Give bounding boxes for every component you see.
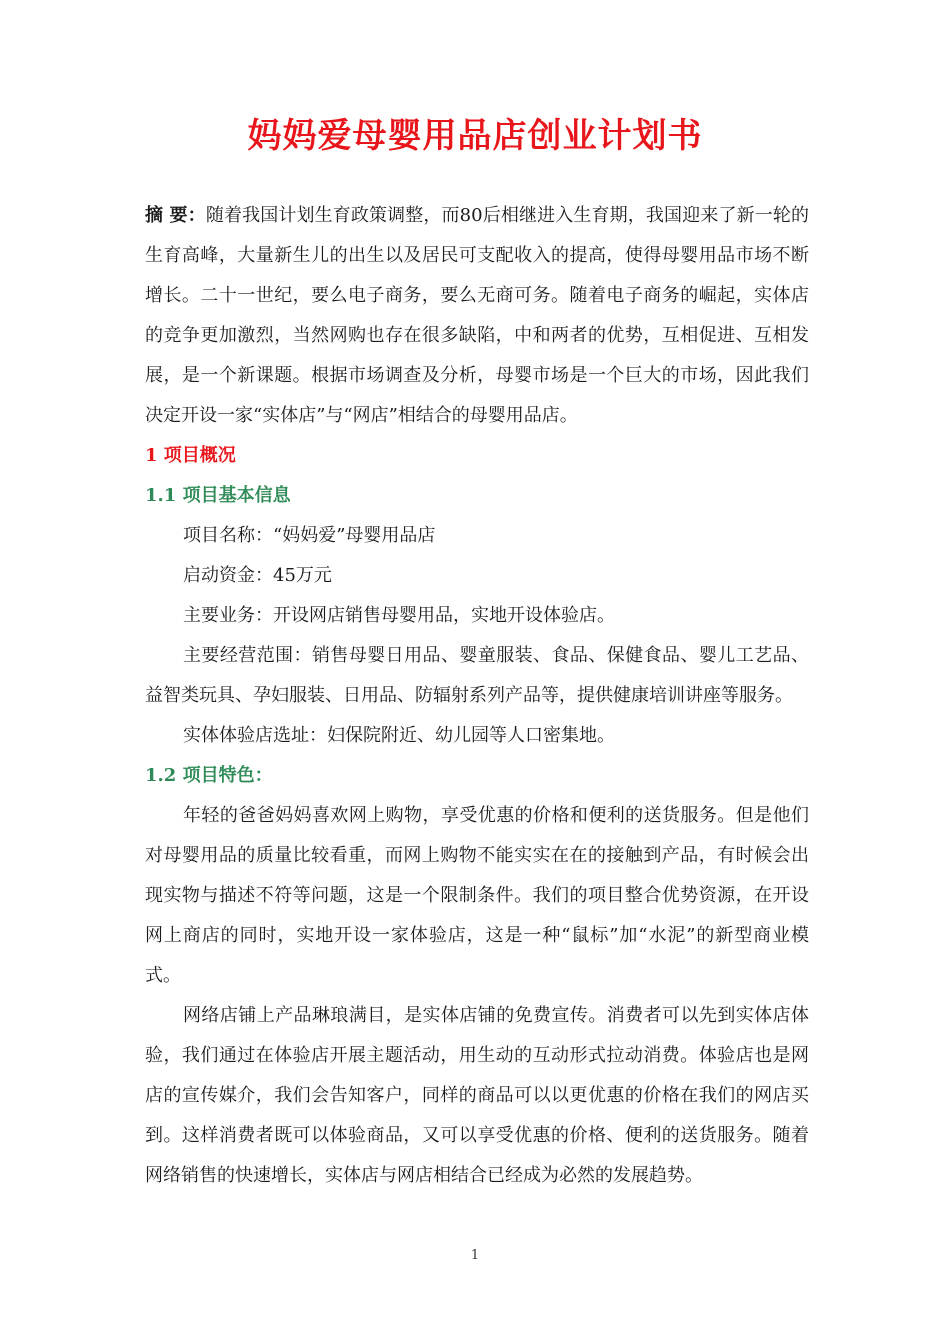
section-heading-1: 1 项目概况 (145, 445, 236, 466)
info-startup-capital: 启动资金：45万元 (183, 565, 332, 586)
document-body (145, 196, 809, 1196)
info-project-name: 项目名称：“妈妈爱”母婴用品店 (183, 525, 436, 546)
abstract-label: 摘 要： (145, 205, 206, 226)
feature-paragraph-2: 网络店铺上产品琳琅满目，是实体店铺的免费宣传。消费者可以先到实体店体验，我们通过在体验店开展主题活动，用生动的互动形式拉动消费。体验店也是网店的宣传媒介，我们会告知客户，同样的商品可以以更优惠的价格在我们的网店买到。这样消费者既可以体验商品，又可以享受优惠的价格、便利的送货服务。随着网络销售的快速增长，实体店与网店相结合已经成为必然的发展趋势。 (145, 1005, 809, 1186)
info-business-scope: 主要经营范围：销售母婴日用品、婴童服装、食品、保健食品、婴儿工艺品、益智类玩具、孕妇服装、日用品、防辐射系列产品等，提供健康培训讲座等服务。 (145, 645, 809, 706)
feature-paragraph-1: 年轻的爸爸妈妈喜欢网上购物，享受优惠的价格和便利的送货服务。但是他们对母婴用品的质量比较看重，而网上购物不能实实在在的接触到产品，有时候会出现实物与描述不符等问题，这是一个限制条件。我们的项目整合优势资源，在开设网上商店的同时，实地开设一家体验店，这是一种“鼠标”加“水泥”的新型商业模式。 (145, 805, 809, 986)
abstract-paragraph (145, 196, 809, 436)
document-title: 妈妈爱母婴用品店创业计划书 (247, 116, 703, 156)
section-heading-1-2: 1.2 项目特色： (145, 765, 273, 786)
page-number: 1 (470, 1248, 480, 1263)
info-main-business: 主要业务：开设网店销售母婴用品，实地开设体验店。 (183, 605, 615, 626)
abstract-text: 随着我国计划生育政策调整，而80后相继进入生育期，我国迎来了新一轮的生育高峰，大量新生儿的出生以及居民可支配收入的提高，使得母婴用品市场不断增长。二十一世纪，要么电子商务，要么无商可务。随着电子商务的崛起，实体店的竞争更加激烈，当然网购也存在很多缺陷，中和两者的优势，互相促进、互相发展，是一个新课题。根据市场调查及分析，母婴市场是一个巨大的市场，因此我们决定开设一家“实体店”与“网店”相结合的母婴用品店。 (145, 205, 809, 426)
info-store-location: 实体体验店选址：妇保院附近、幼儿园等人口密集地。 (183, 725, 615, 746)
section-heading-1-1: 1.1 项目基本信息 (145, 485, 291, 506)
